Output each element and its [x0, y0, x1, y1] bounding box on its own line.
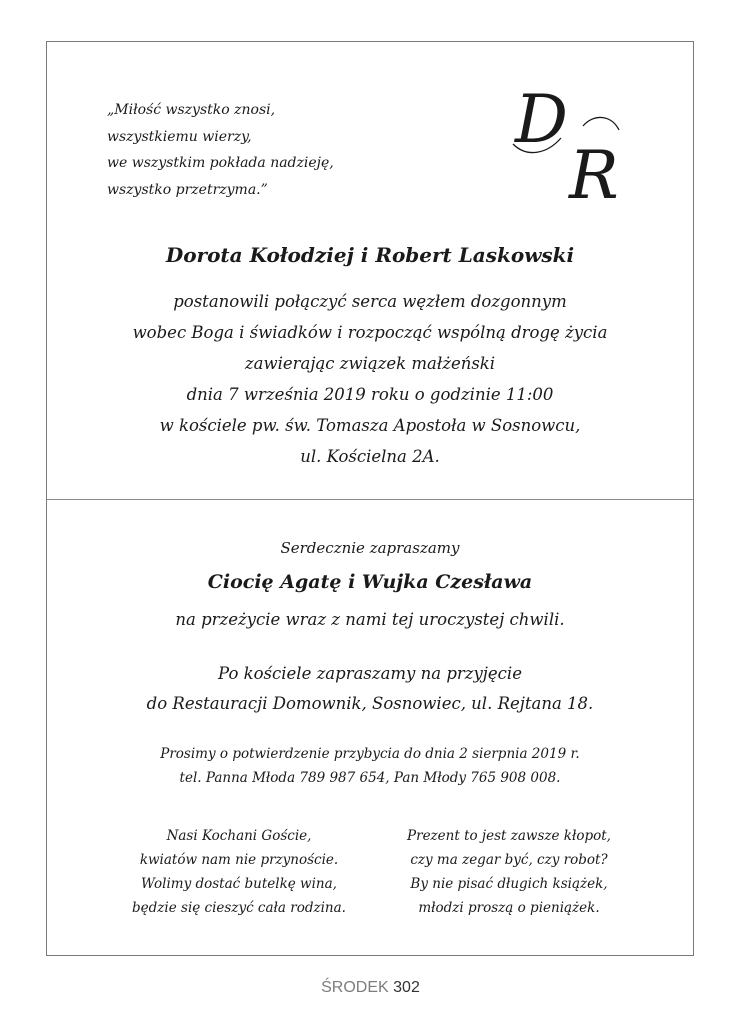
- announcement: [47, 286, 693, 472]
- fold-divider: [47, 499, 693, 500]
- quote-line: wszystko przetrzyma.”: [107, 181, 268, 198]
- footer-number: 302: [393, 979, 420, 996]
- rsvp-line: Prosimy o potwierdzenie przybycia do dnia 2 sierpnia 2019 r.: [160, 746, 580, 762]
- reception-line: Po kościele zapraszamy na przyjęcie: [218, 664, 522, 683]
- quote-line: wszystkiemu wierzy,: [107, 128, 252, 145]
- guest-names: Ciocię Agatę i Wujka Czesława: [207, 571, 533, 593]
- monogram-second-initial: R: [569, 137, 619, 205]
- announcement-line: dnia 7 września 2019 roku o godzinie 11:00: [186, 385, 554, 404]
- reception-line: do Restauracji Domownik, Sosnowiec, ul. Rejtana 18.: [146, 694, 594, 713]
- rsvp-line: tel. Panna Młoda 789 987 654, Pan Młody 765 908 008.: [179, 770, 561, 786]
- poem-line: młodzi proszą o pieniążek.: [418, 900, 600, 916]
- poem-right: [359, 824, 659, 920]
- poem-line: By nie pisać długich książek,: [410, 876, 608, 892]
- poem-line: Nasi Kochani Goście,: [166, 828, 312, 844]
- bible-quote: [107, 97, 334, 203]
- flourish-icon: [583, 117, 619, 130]
- invitation-intro: Serdecznie zapraszamy: [280, 539, 460, 557]
- poem-line: kwiatów nam nie przynoście.: [139, 852, 339, 868]
- couple-names: Dorota Kołodziej i Robert Laskowski: [165, 243, 575, 267]
- poem-left: [89, 824, 389, 920]
- reception-info: [47, 659, 693, 719]
- invitation-card: [46, 41, 694, 956]
- poem-line: będzie się cieszyć cała rodzina.: [132, 900, 346, 916]
- monogram-graphic: [507, 80, 657, 205]
- poem-line: Wolimy dostać butelkę wina,: [141, 876, 337, 892]
- announcement-line: wobec Boga i świadków i rozpocząć wspólną drogę życia: [132, 323, 608, 342]
- poem-line: czy ma zegar być, czy robot?: [410, 852, 608, 868]
- footer-label: ŚRODEK: [321, 979, 389, 996]
- announcement-line: ul. Kościelna 2A.: [300, 447, 440, 466]
- quote-line: „Miłość wszystko znosi,: [107, 102, 276, 118]
- announcement-line: postanowili połączyć serca węzłem dozgonnym: [173, 292, 567, 311]
- poem-line: Prezent to jest zawsze kłopot,: [407, 828, 611, 844]
- monogram: [507, 80, 657, 205]
- rsvp-info: [47, 742, 693, 790]
- monogram-first-initial: D: [515, 81, 568, 158]
- announcement-line: zawierając związek małżeński: [244, 354, 496, 373]
- announcement-line: w kościele pw. św. Tomasza Apostoła w Sosnowcu,: [159, 416, 581, 435]
- quote-line: we wszystkim pokłada nadzieję,: [107, 155, 334, 171]
- page-footer: [0, 979, 741, 997]
- invitation-share: na przeżycie wraz z nami tej uroczystej chwili.: [175, 610, 565, 629]
